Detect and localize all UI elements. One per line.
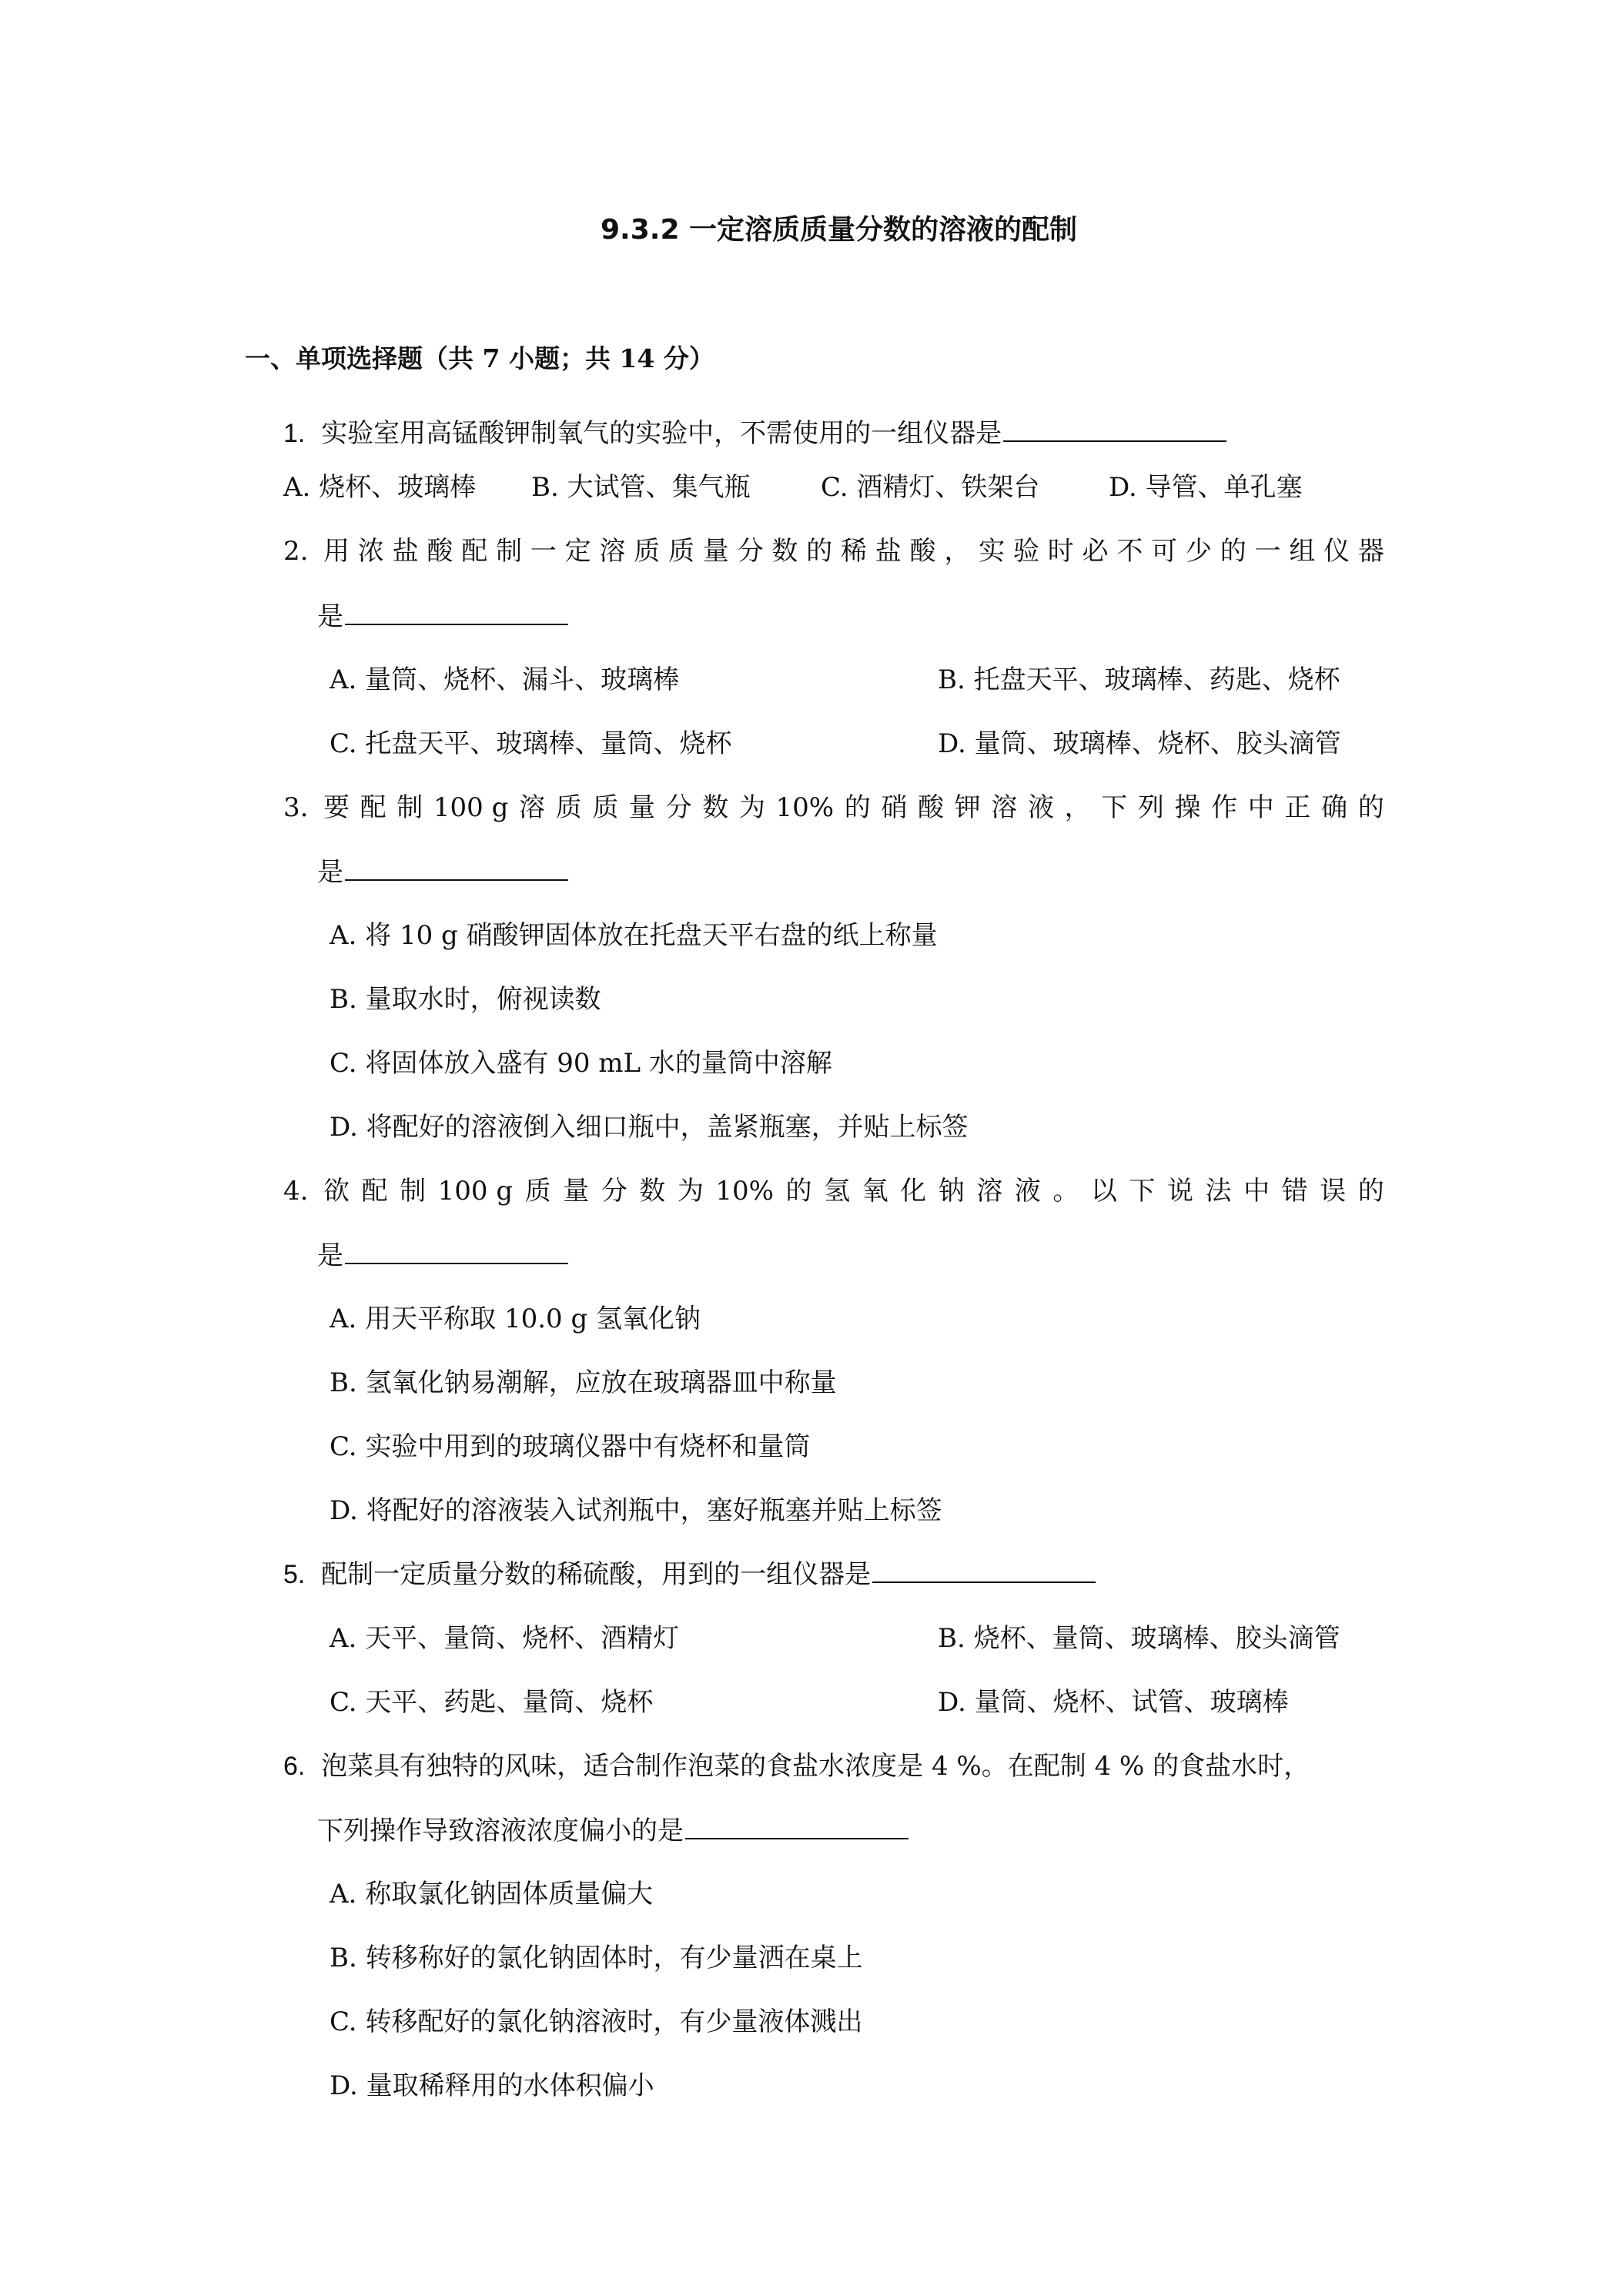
question-stem: 泡菜具有独特的风味，适合制作泡菜的食盐水浓度是 4 %。在配制 4 % 的食盐水时， [321,1751,1310,1782]
stem-char: 配 [461,536,488,567]
question-stem: 是 [317,601,343,632]
stem-char: 为 [738,792,765,823]
option-q1-d[interactable]: D. 导管、单孔塞 [1109,472,1303,503]
question-4-stem-end [317,1238,568,1274]
question-stem: 下列操作导致溶液浓度偏小的是 [317,1816,684,1846]
stem-char: 100 g [433,792,509,823]
stem-char: 硝 [881,792,908,823]
stem-char: 下 [1129,1176,1156,1207]
question-stem: 实验室用高锰酸钾制氧气的实验中，不需使用的一组仪器是 [321,418,1002,449]
option-q1-b[interactable]: B. 大试管、集气瓶 [531,472,751,503]
option-q4-b[interactable]: B. 氢氧化钠易潮解，应放在玻璃器皿中称量 [330,1367,837,1398]
stem-char: 正 [1284,792,1311,823]
stem-char: 器 [1357,536,1384,567]
option-q4-a[interactable]: A. 用天平称取 10.0 g 氢氧化钠 [330,1304,701,1334]
stem-char: 为 [677,1176,704,1207]
answer-blank[interactable] [345,601,568,625]
page-title: 9.3.2 一定溶质质量分数的溶液的配制 [601,214,1078,246]
stem-char: 数 [639,1176,666,1207]
option-q2-c[interactable]: C. 托盘天平、玻璃棒、量筒、烧杯 [330,728,732,759]
stem-char: 质 [524,1176,551,1207]
answer-blank[interactable] [685,1815,909,1839]
stem-char: 质 [592,792,619,823]
option-q6-a[interactable]: A. 称取氯化钠固体质量偏大 [330,1879,654,1909]
option-q5-b[interactable]: B. 烧杯、量筒、玻璃棒、胶头滴管 [938,1623,1340,1654]
option-q3-a[interactable]: A. 将 10 g 硝酸钾固体放在托盘天平右盘的纸上称量 [330,920,938,951]
stem-char: 以 [1090,1176,1117,1207]
stem-char: 量 [563,1176,590,1207]
stem-char: 化 [900,1176,927,1207]
stem-char: 说 [1166,1176,1193,1207]
stem-char: 酸 [909,536,936,567]
question-6-stem-2 [317,1813,909,1849]
option-q6-b[interactable]: B. 转移称好的氯化钠固体时，有少量洒在桌上 [330,1943,863,1973]
question-stem: 是 [317,857,343,888]
stem-char: 要 [323,792,350,823]
stem-char: 100 g [437,1176,514,1207]
option-q1-a[interactable]: A. 烧杯、玻璃棒 [283,472,477,503]
stem-char: 溶 [519,792,546,823]
stem-char: 的 [785,1176,812,1207]
answer-blank[interactable] [345,856,568,881]
stem-char: 实 [979,536,1006,567]
stem-char: 的 [806,536,833,567]
stem-char: 分 [601,1176,627,1207]
stem-char: 数 [771,536,798,567]
stem-char: 不 [1116,536,1143,567]
stem-char: 法 [1205,1176,1232,1207]
stem-char: 钾 [954,792,981,823]
option-q2-d[interactable]: D. 量筒、玻璃棒、烧杯、胶头滴管 [938,728,1341,759]
stem-char: 一 [530,536,557,567]
stem-char: 操 [1174,792,1201,823]
answer-blank[interactable] [872,1558,1096,1583]
stem-char: 的 [844,792,871,823]
option-q4-d[interactable]: D. 将配好的溶液装入试剂瓶中，塞好瓶塞并贴上标签 [330,1495,942,1526]
stem-char: 配 [361,1176,388,1207]
option-q3-d[interactable]: D. 将配好的溶液倒入细口瓶中，盖紧瓶塞，并贴上标签 [330,1112,969,1143]
stem-char: 氢 [824,1176,851,1207]
stem-char: 配 [360,792,387,823]
question-stem: 是 [317,1240,343,1271]
stem-char: 盐 [392,536,419,567]
stem-char: 中 [1243,1176,1270,1207]
stem-char: 误 [1320,1176,1347,1207]
option-q5-a[interactable]: A. 天平、量筒、烧杯、酒精灯 [330,1623,680,1654]
question-2-stem-end [317,599,568,634]
question-number: 6. [283,1752,306,1781]
stem-char: 溶 [976,1176,1003,1207]
stem-char: 10% [775,792,835,823]
stem-char: 量 [628,792,655,823]
option-q2-b[interactable]: B. 托盘天平、玻璃棒、药匙、烧杯 [938,664,1340,695]
option-q4-c[interactable]: C. 实验中用到的玻璃仪器中有烧杯和量筒 [330,1431,811,1462]
stem-char: 酸 [918,792,945,823]
stem-char: 盐 [875,536,902,567]
section-heading: 一、单项选择题（共 7 小题；共 14 分） [245,343,714,373]
stem-char: 液 [1027,792,1054,823]
stem-char: 量 [702,536,729,567]
stem-char: 确 [1321,792,1348,823]
stem-char: 稀 [840,536,867,567]
stem-char: 10% [715,1176,774,1207]
stem-char: 组 [1289,536,1316,567]
stem-char: 质 [668,536,694,567]
stem-char: 的 [1357,1176,1384,1207]
question-3-stem-end [317,855,568,890]
stem-char: 定 [564,536,591,567]
stem-char: ， [944,536,971,567]
stem-char: 分 [665,792,692,823]
stem-char: 数 [702,792,729,823]
option-q1-c[interactable]: C. 酒精灯、铁架台 [821,472,1040,503]
question-1 [283,416,1226,451]
question-number: 2. [283,536,309,567]
stem-char: 的 [1220,536,1247,567]
stem-char: 质 [555,792,582,823]
stem-char: ， [1064,792,1091,823]
stem-char: 欲 [323,1176,350,1207]
stem-char: 质 [634,536,661,567]
stem-char: 制 [400,1176,427,1207]
stem-char: 可 [1151,536,1178,567]
stem-char: 验 [1012,536,1039,567]
stem-char: 溶 [599,536,626,567]
option-q6-c[interactable]: C. 转移配好的氯化钠溶液时，有少量液体溅出 [330,2006,863,2037]
stem-char: 制 [397,792,423,823]
option-q5-c[interactable]: C. 天平、药匙、量筒、烧杯 [330,1687,654,1718]
question-5 [283,1557,1096,1592]
question-6 [283,1749,1310,1784]
stem-char: 分 [737,536,764,567]
stem-char: 一 [1254,536,1281,567]
question-stem: 配制一定质量分数的稀硫酸，用到的一组仪器是 [321,1559,872,1590]
option-q3-c[interactable]: C. 将固体放入盛有 90 mL 水的量筒中溶解 [330,1048,832,1079]
stem-char: 下 [1101,792,1128,823]
stem-char: 作 [1211,792,1238,823]
stem-char: 用 [323,536,350,567]
question-number: 4. [283,1176,309,1207]
stem-char: 溶 [991,792,1018,823]
stem-char: 。 [1052,1176,1079,1207]
stem-char: 仪 [1323,536,1350,567]
stem-char: 错 [1281,1176,1308,1207]
stem-char: 氧 [862,1176,888,1207]
stem-char: 液 [1014,1176,1041,1207]
stem-char: 中 [1247,792,1274,823]
stem-char: 列 [1137,792,1164,823]
option-q5-d[interactable]: D. 量筒、烧杯、试管、玻璃棒 [938,1687,1289,1718]
question-number: 1. [283,419,306,448]
stem-char: 时 [1047,536,1074,567]
question-4-stem [323,1173,1384,1209]
option-q2-a[interactable]: A. 量筒、烧杯、漏斗、玻璃棒 [330,664,680,695]
stem-char: 钠 [938,1176,965,1207]
question-3-stem [323,790,1384,825]
option-q6-d[interactable]: D. 量取稀释用的水体积偏小 [330,2070,654,2101]
option-q3-b[interactable]: B. 量取水时，俯视读数 [330,984,601,1015]
answer-blank[interactable] [345,1240,568,1264]
stem-char: 酸 [427,536,453,567]
stem-char: 浓 [357,536,384,567]
answer-blank[interactable] [1003,417,1226,442]
stem-char: 少 [1185,536,1212,567]
stem-char: 必 [1082,536,1109,567]
question-2-stem [323,534,1384,569]
stem-char: 的 [1357,792,1384,823]
question-number: 3. [283,792,309,823]
question-number: 5. [283,1560,306,1589]
stem-char: 制 [495,536,522,567]
